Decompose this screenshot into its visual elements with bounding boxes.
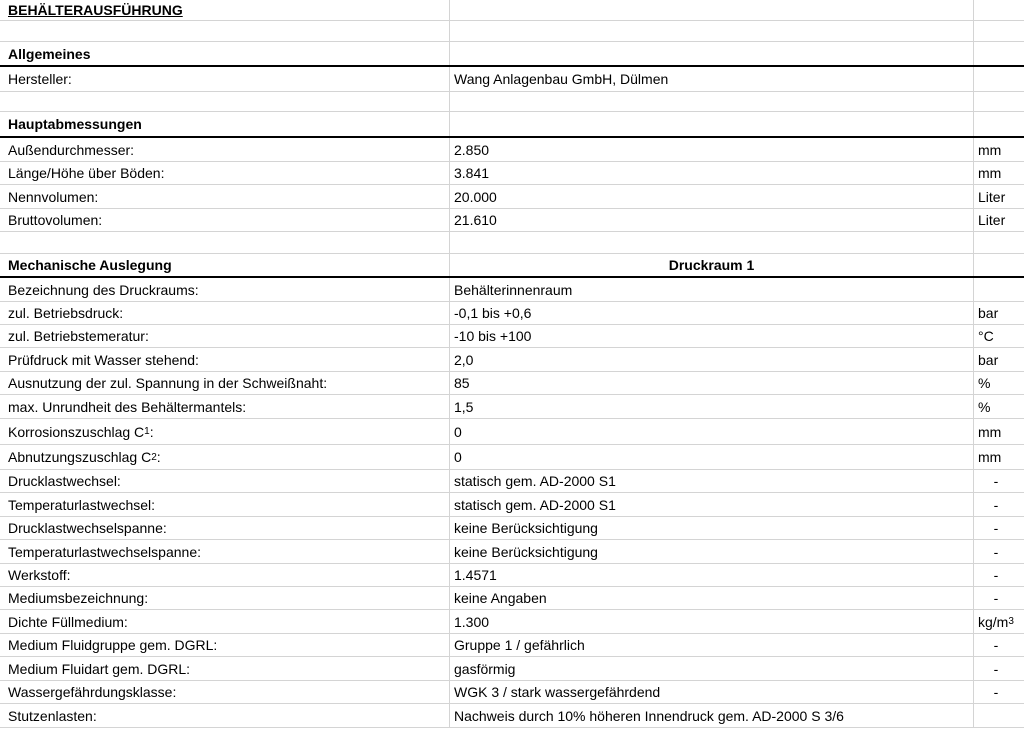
table-row [0,419,1024,445]
empty-cell[interactable] [0,21,450,41]
row-label-fluidgruppe[interactable]: Medium Fluidgruppe gem. DGRL: [0,634,450,656]
table-row [0,395,1024,419]
table-row [0,634,1024,657]
row-value-druckspanne[interactable]: keine Berücksichtigung [450,517,974,539]
table-row [0,657,1024,681]
row-unit-aussendurchmesser[interactable]: mm [978,141,1002,158]
row-unit-druckspanne[interactable]: - [993,520,999,536]
row-unit-drucklast[interactable]: - [993,473,999,489]
row-label-pruefdruck[interactable]: Prüfdruck mit Wasser stehend: [0,348,450,371]
section-heading-mechanische-auslegung[interactable]: Mechanische Auslegung [0,254,450,276]
row-value-ausnutzung[interactable]: 85 [450,372,974,394]
section-heading-hauptabmessungen[interactable]: Hauptabmessungen [0,112,450,136]
table-row [0,67,1024,92]
row-unit-unrundheit[interactable]: % [978,398,991,415]
row-label-fluidart[interactable]: Medium Fluidart gem. DGRL: [0,657,450,680]
row-label-betriebsdruck[interactable]: zul. Betriebsdruck: [0,302,450,324]
empty-cell[interactable] [450,0,974,20]
row-label-ausnutzung[interactable]: Ausnutzung der zul. Spannung in der Schweißnaht: [0,372,450,394]
row-label-druckspanne[interactable]: Drucklastwechselspanne: [0,517,450,539]
row-value-unrundheit[interactable]: 1,5 [450,395,974,418]
table-row [0,587,1024,610]
row-value-betriebstemp[interactable]: -10 bis +100 [450,325,974,347]
table-row [0,325,1024,348]
row-label-abnutzung[interactable] [0,445,450,469]
section-heading-allgemeines[interactable]: Allgemeines [0,42,450,65]
table-row [0,372,1024,395]
row-value-betriebsdruck[interactable]: -0,1 bis +0,6 [450,302,974,324]
row-unit-bezeichnung[interactable] [974,278,1024,301]
row-unit-abnutzung[interactable]: mm [978,449,1002,465]
empty-cell[interactable] [450,112,974,136]
row-value-drucklast[interactable]: statisch gem. AD-2000 S1 [450,470,974,492]
table-row [0,162,1024,185]
empty-cell[interactable] [450,232,974,253]
superscript: 3 [1008,616,1014,627]
table-row [0,681,1024,704]
row-value-nennvolumen[interactable]: 20.000 [450,185,974,208]
row-label-bruttovolumen[interactable]: Bruttovolumen: [0,209,450,231]
row-unit-fluidgruppe[interactable]: - [993,637,999,653]
row-label-korrosion[interactable] [0,419,450,444]
row-label-unrundheit[interactable]: max. Unrundheit des Behältermantels: [0,395,450,418]
label-suffix: : [156,449,161,465]
empty-cell[interactable] [450,21,974,41]
row-unit-fluidart[interactable]: - [993,660,999,677]
row-label-werkstoff[interactable]: Werkstoff: [0,564,450,586]
empty-cell[interactable] [974,42,1024,65]
row-value-templast[interactable]: statisch gem. AD-2000 S1 [450,493,974,516]
empty-cell[interactable] [450,92,974,111]
row-unit-korrosion[interactable]: mm [978,423,1002,440]
empty-cell[interactable] [450,42,974,65]
row-unit-betriebsdruck[interactable]: bar [978,305,999,321]
row-unit-tempspanne[interactable]: - [993,543,999,560]
table-row [0,278,1024,302]
row-value-aussendurchmesser[interactable]: 2.850 [450,138,974,161]
row-label-laenge[interactable]: Länge/Höhe über Böden: [0,162,450,184]
row-value-wgk[interactable]: WGK 3 / stark wassergefährdend [450,681,974,703]
row-value-abnutzung[interactable]: 0 [450,445,974,469]
row-value-fluidart[interactable]: gasförmig [450,657,974,680]
table-row [0,493,1024,517]
column-heading-druckraum[interactable]: Druckraum 1 [450,254,974,276]
row-value-tempspanne[interactable]: keine Berücksichtigung [450,540,974,563]
row-label-betriebstemp[interactable]: zul. Betriebstemeratur: [0,325,450,347]
section-row-hauptabmessungen [0,112,1024,138]
row-unit-hersteller[interactable] [974,67,1024,91]
row-label-templast[interactable]: Temperaturlastwechsel: [0,493,450,516]
row-unit-wgk[interactable]: - [993,684,999,700]
row-unit-dichte[interactable] [974,610,1024,633]
row-unit-laenge[interactable]: mm [978,165,1002,181]
row-label-dichte[interactable]: Dichte Füllmedium: [0,610,450,633]
empty-cell[interactable] [0,232,450,253]
row-label-wgk[interactable]: Wassergefährdungsklasse: [0,681,450,703]
subscript: 2 [151,451,157,463]
table-row [0,564,1024,587]
blank-row [0,21,1024,42]
row-value-werkstoff[interactable]: 1.4571 [450,564,974,586]
row-value-fluidgruppe[interactable]: Gruppe 1 / gefährlich [450,634,974,656]
empty-cell[interactable] [974,254,1024,276]
empty-cell[interactable] [974,21,1024,41]
unit-text: kg/m [978,613,1009,630]
row-label-tempspanne[interactable]: Temperaturlastwechselspanne: [0,540,450,563]
table-row [0,470,1024,493]
row-label-bezeichnung[interactable]: Bezeichnung des Druckraums: [0,278,450,301]
row-value-stutzen[interactable]: Nachweis durch 10% höheren Innendruck gem. AD-2000 S 3/6 [450,704,974,727]
table-row [0,209,1024,232]
row-unit-nennvolumen[interactable]: Liter [978,188,1006,205]
table-row [0,445,1024,470]
empty-cell[interactable] [974,0,1024,20]
row-unit-pruefdruck[interactable]: bar [978,351,999,368]
sheet-title[interactable]: BEHÄLTERAUSFÜHRUNG [0,0,450,20]
blank-row [0,232,1024,254]
empty-cell[interactable] [974,112,1024,136]
row-label-aussendurchmesser[interactable]: Außendurchmesser: [0,138,450,161]
label-suffix: : [149,423,154,440]
row-label-hersteller[interactable]: Hersteller: [0,67,450,91]
empty-cell[interactable] [974,92,1024,111]
empty-cell[interactable] [0,92,450,111]
row-unit-betriebstemp[interactable]: °C [978,328,994,344]
row-unit-bruttovolumen[interactable]: Liter [978,212,1006,228]
row-value-korrosion[interactable]: 0 [450,419,974,444]
row-label-nennvolumen[interactable]: Nennvolumen: [0,185,450,208]
title-row [0,0,1024,21]
row-label-drucklast[interactable]: Drucklastwechsel: [0,470,450,492]
blank-row [0,92,1024,112]
row-value-hersteller[interactable]: Wang Anlagenbau GmbH, Dülmen [450,67,974,91]
row-unit-medium[interactable]: - [993,590,999,606]
subscript: 1 [144,426,150,437]
row-unit-werkstoff[interactable]: - [993,567,999,583]
table-row [0,517,1024,540]
table-row [0,185,1024,209]
row-label-stutzen[interactable]: Stutzenlasten: [0,704,450,727]
label-text: Korrosionszuschlag C [8,423,145,440]
table-row [0,704,1024,728]
table-row [0,138,1024,162]
table-row [0,302,1024,325]
row-value-laenge[interactable]: 3.841 [450,162,974,184]
row-value-bezeichnung[interactable]: Behälterinnenraum [450,278,974,301]
row-label-medium[interactable]: Mediumsbezeichnung: [0,587,450,609]
row-value-dichte[interactable]: 1.300 [450,610,974,633]
table-row [0,348,1024,372]
row-value-medium[interactable]: keine Angaben [450,587,974,609]
section-row-allgemeines [0,42,1024,67]
table-row [0,610,1024,634]
table-row [0,540,1024,564]
row-value-pruefdruck[interactable]: 2,0 [450,348,974,371]
row-unit-templast[interactable]: - [993,496,999,513]
section-row-mechanische-auslegung [0,254,1024,278]
label-text: Abnutzungszuschlag C [8,449,152,465]
row-value-bruttovolumen[interactable]: 21.610 [450,209,974,231]
empty-cell[interactable] [974,232,1024,253]
row-unit-ausnutzung[interactable]: % [978,375,991,391]
row-unit-stutzen[interactable] [974,704,1024,727]
